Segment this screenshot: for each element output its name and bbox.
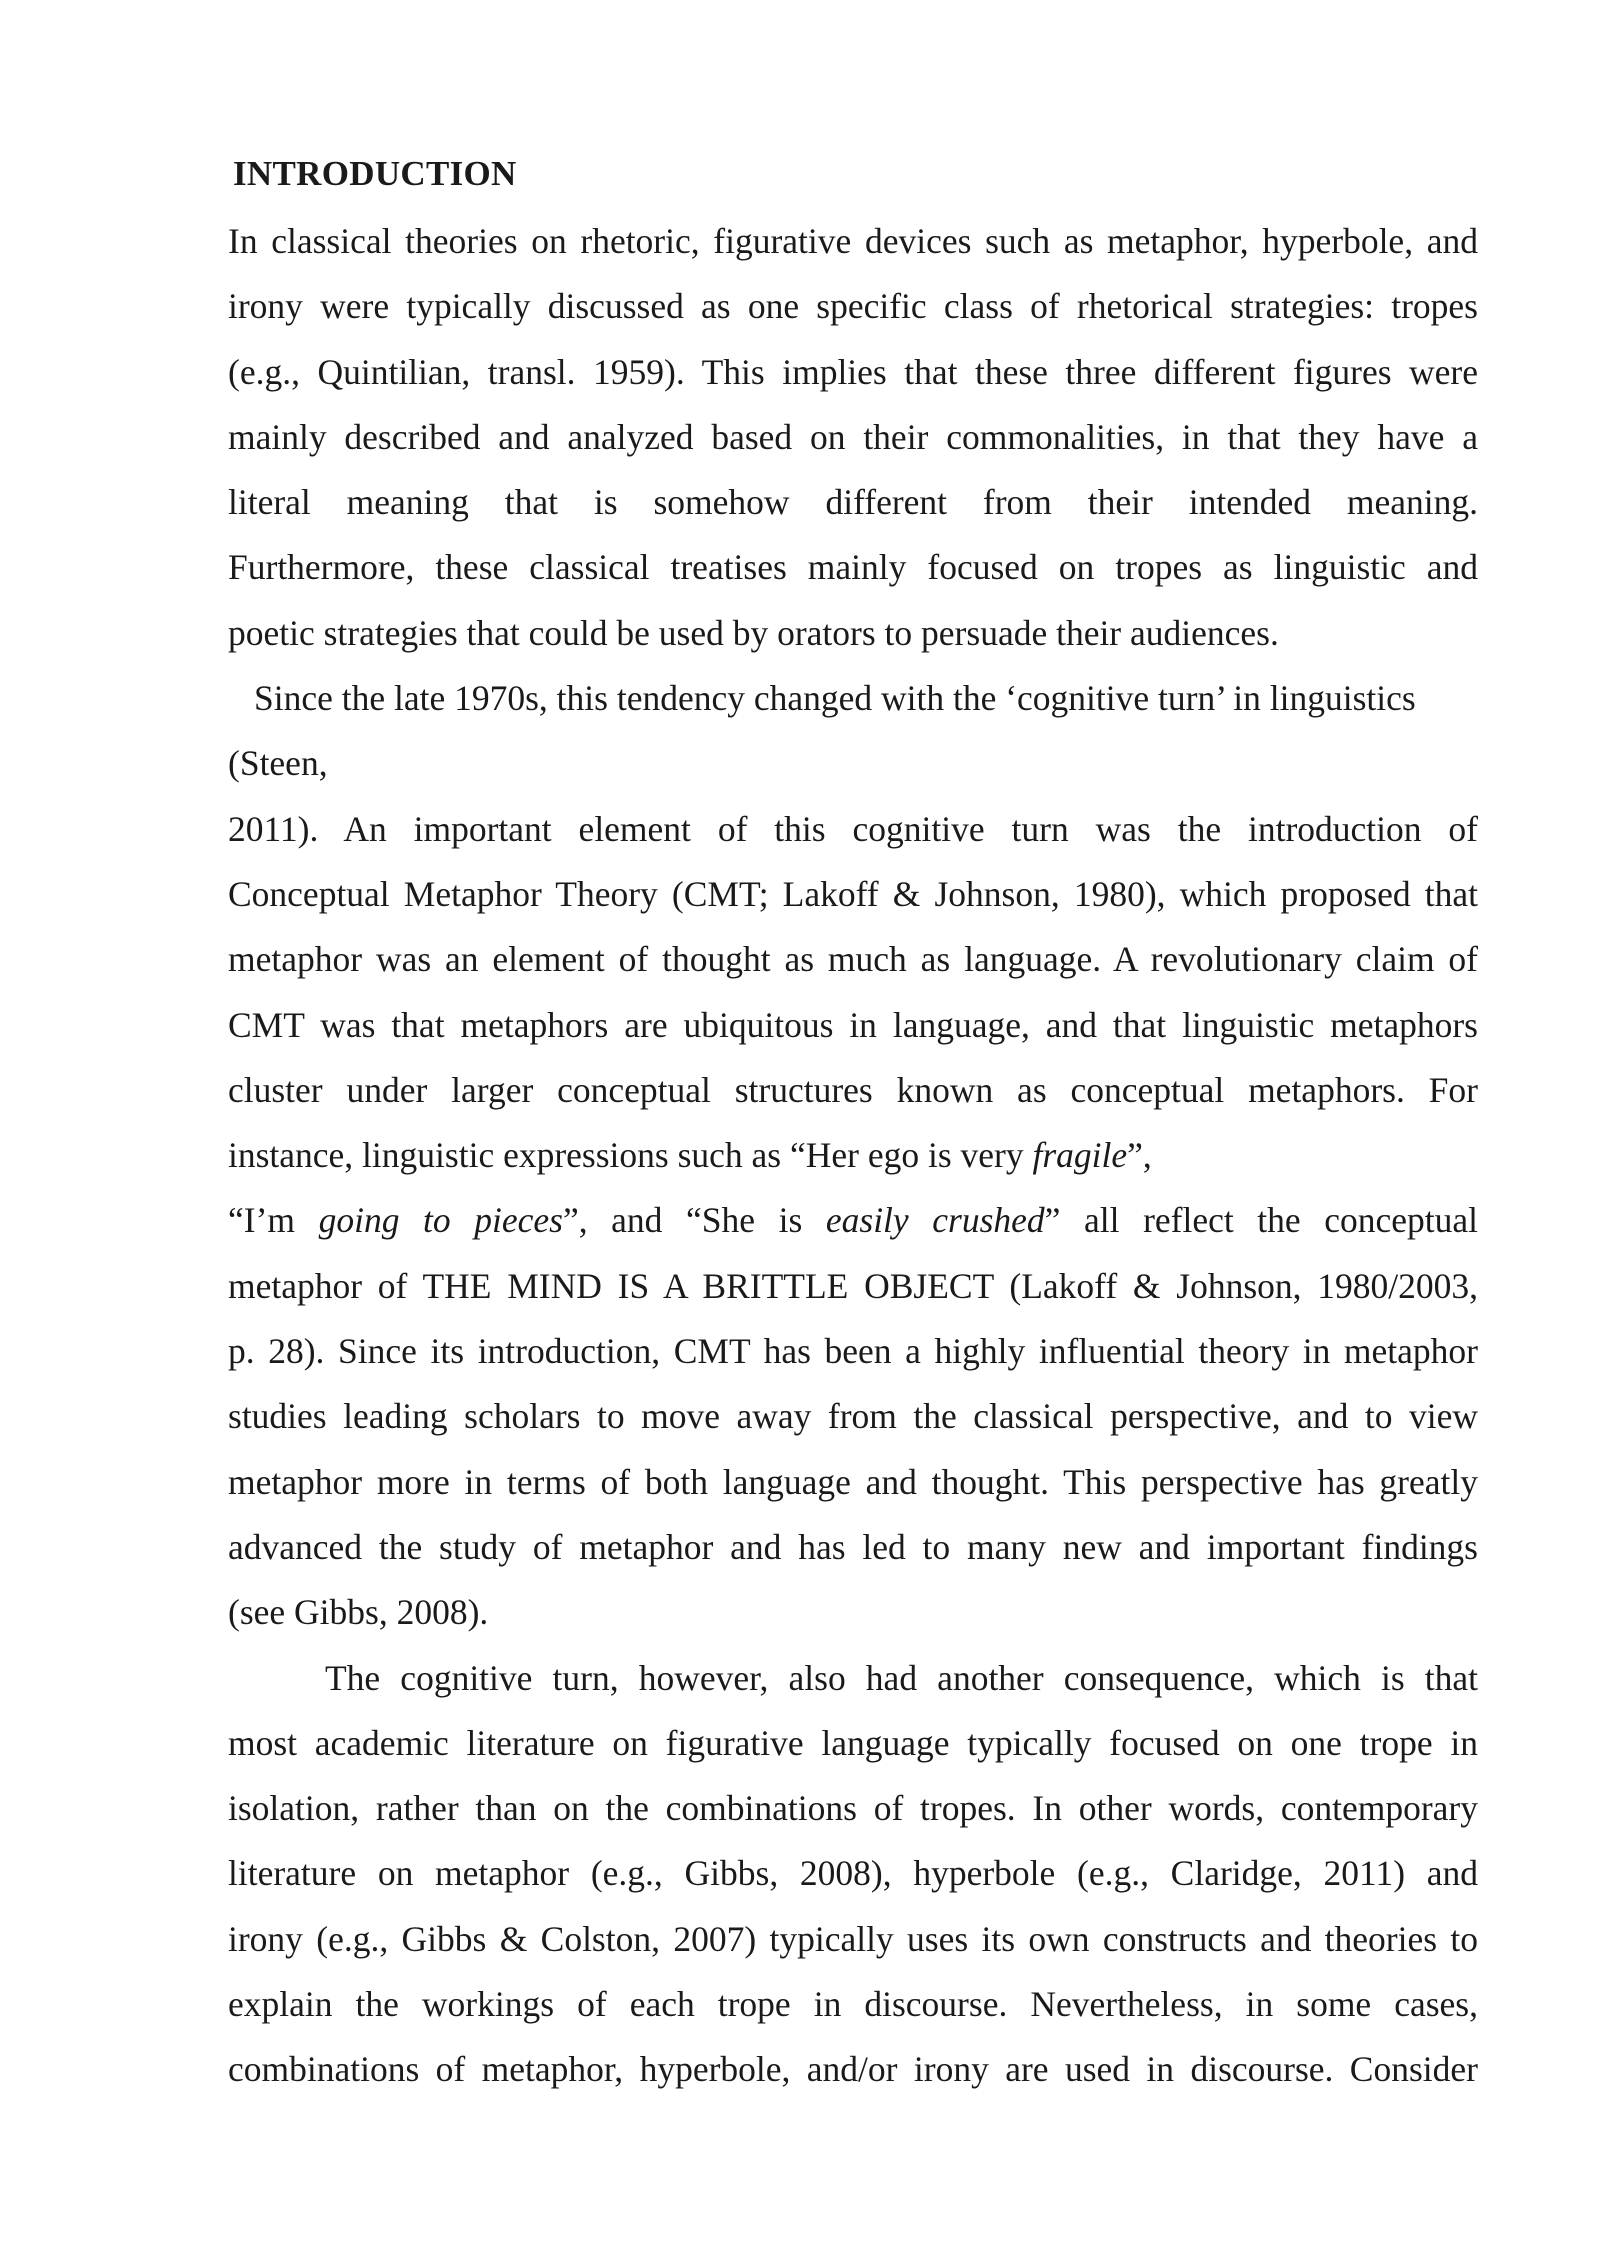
text-line: irony were typically discussed as one specific class of rhetorical strategies: tropes: [228, 286, 1478, 327]
text-line: Since the late 1970s, this tendency changed with the ‘cognitive turn’ in linguistics: [254, 678, 1416, 719]
text-run: ” all reflect the conceptual: [1044, 1200, 1479, 1241]
text-line: studies leading scholars to move away from the classical perspective, and to view: [228, 1396, 1478, 1437]
section-heading: INTRODUCTION: [233, 154, 517, 193]
italic-text: going to pieces: [318, 1200, 563, 1241]
text-line: most academic literature on figurative language typically focused on one trope in: [228, 1722, 1478, 1763]
text-run: “I’m: [228, 1200, 319, 1241]
text-line: p. 28). Since its introduction, CMT has been a highly influential theory in metaphor: [228, 1331, 1478, 1372]
text-line: combinations of metaphor, hyperbole, and/or irony are used in discourse. Consider: [228, 2049, 1478, 2090]
text-line: literal meaning that is somehow different from their intended meaning.: [228, 482, 1478, 523]
text-line: mainly described and analyzed based on their commonalities, in that they have a: [228, 416, 1478, 457]
text-run: ”, and “She is: [562, 1200, 826, 1241]
text-run: ”,: [1127, 1135, 1152, 1176]
text-line: irony (e.g., Gibbs & Colston, 2007) typically uses its own constructs and theories to: [228, 1918, 1478, 1959]
text-line: explain the workings of each trope in discourse. Nevertheless, in some cases,: [228, 1984, 1478, 2025]
text-line: metaphor more in terms of both language and thought. This perspective has greatly: [228, 1461, 1478, 1502]
text-run: instance, linguistic expressions such as “Her ego is very: [228, 1135, 1033, 1176]
text-line: metaphor was an element of thought as much as language. A revolutionary claim of: [228, 939, 1478, 980]
text-line: (see Gibbs, 2008).: [228, 1592, 489, 1633]
text-line: isolation, rather than on the combinations of tropes. In other words, contemporary: [228, 1788, 1478, 1829]
text-line: In classical theories on rhetoric, figurative devices such as metaphor, hyperbole, and: [228, 221, 1478, 261]
text-line: Furthermore, these classical treatises mainly focused on tropes as linguistic and: [228, 547, 1478, 588]
italic-text: fragile: [1032, 1135, 1128, 1176]
text-line: [228, 1127, 1478, 1192]
text-line: (Steen,: [228, 743, 328, 784]
text-line: advanced the study of metaphor and has led to many new and important findings: [228, 1526, 1478, 1567]
text-line: The cognitive turn, however, also had another consequence, which is that: [325, 1657, 1478, 1698]
text-line: [228, 1192, 1478, 1257]
text-line: Conceptual Metaphor Theory (CMT; Lakoff & Johnson, 1980), which proposed that: [228, 873, 1478, 914]
text-line: poetic strategies that could be used by orators to persuade their audiences.: [228, 612, 1279, 653]
italic-text: easily crushed: [825, 1200, 1045, 1241]
body-text: [228, 213, 1486, 2107]
text-line: (e.g., Quintilian, transl. 1959). This implies that these three different figures were: [228, 351, 1478, 392]
text-line: literature on metaphor (e.g., Gibbs, 2008), hyperbole (e.g., Claridge, 2011) and: [228, 1853, 1478, 1894]
text-line: metaphor of THE MIND IS A BRITTLE OBJECT (Lakoff & Johnson, 1980/2003,: [228, 1265, 1478, 1306]
text-line: CMT was that metaphors are ubiquitous in language, and that linguistic metaphors: [228, 1004, 1478, 1045]
text-line: 2011). An important element of this cognitive turn was the introduction of: [228, 808, 1478, 849]
text-line: cluster under larger conceptual structures known as conceptual metaphors. For: [228, 1069, 1478, 1110]
